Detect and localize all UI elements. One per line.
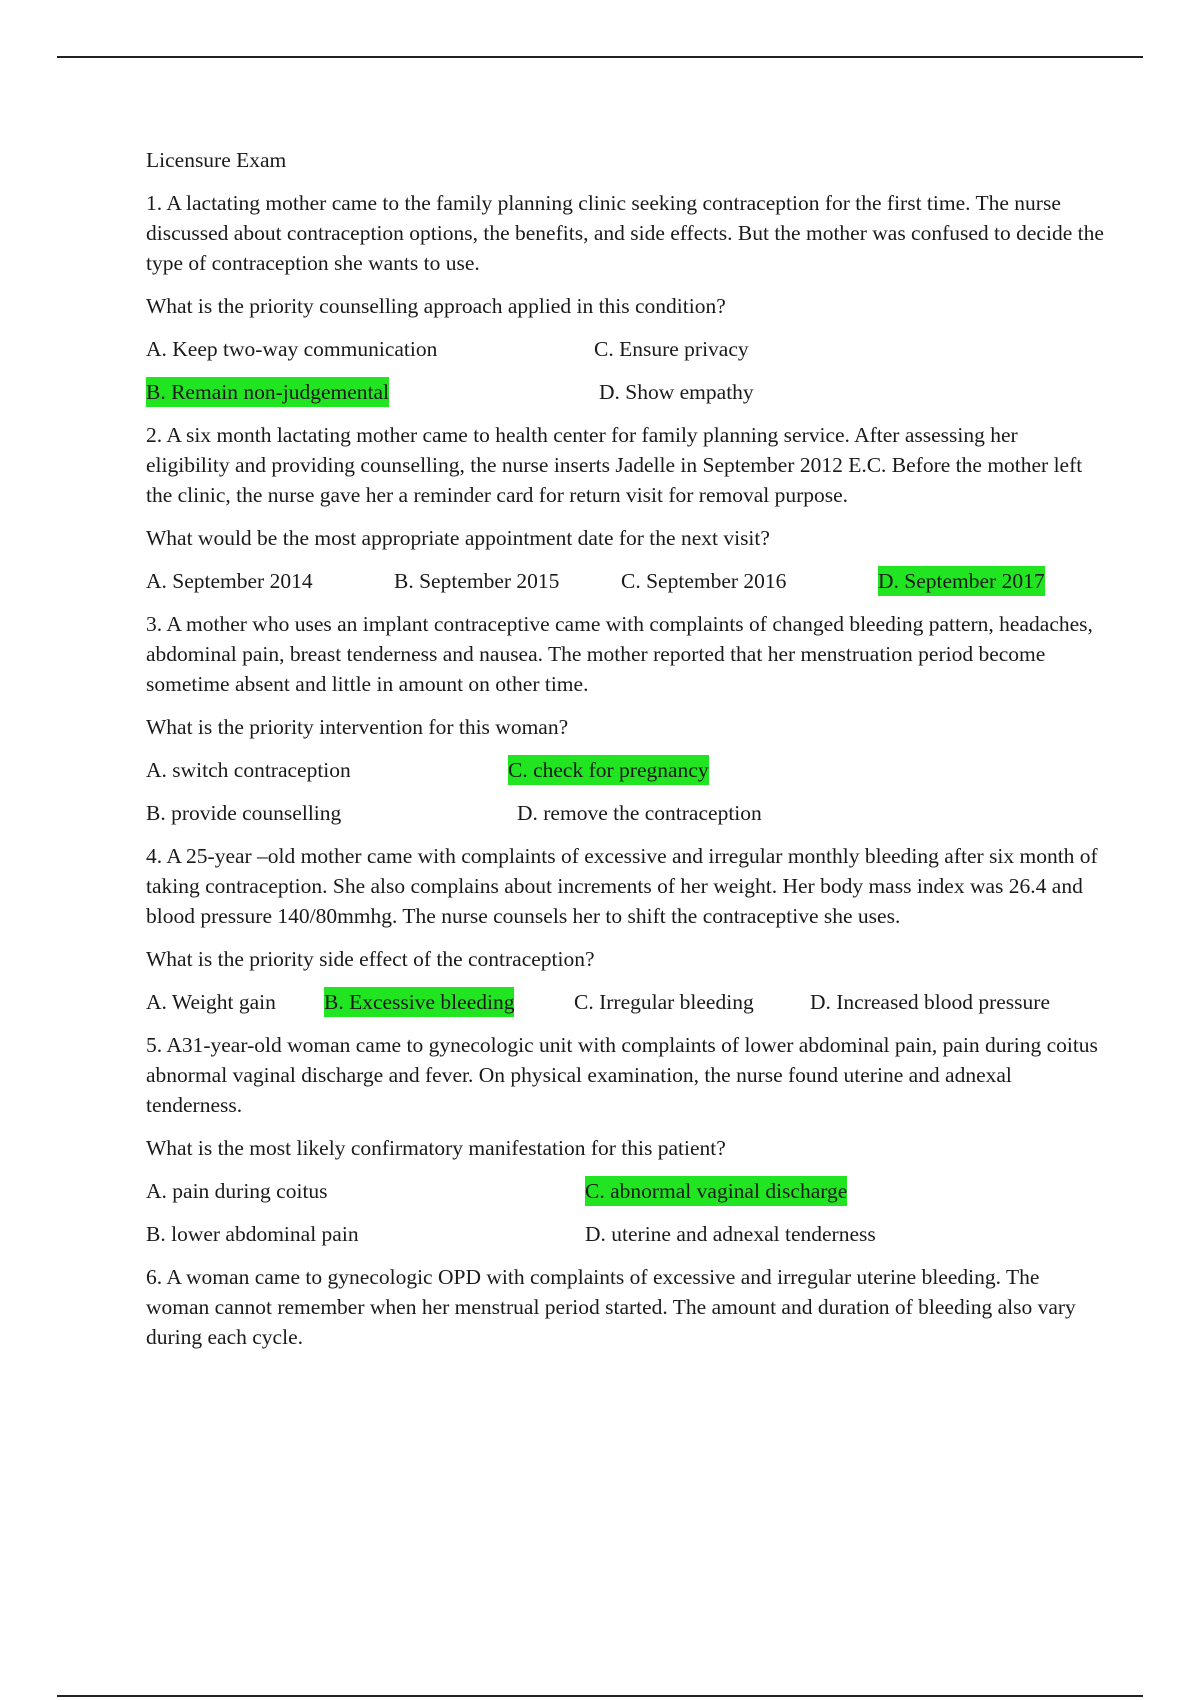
question-2-options-row [146,566,1106,596]
question-1-option-c[interactable]: C. Ensure privacy [594,337,749,361]
question-3-option-a[interactable]: A. switch contraception [146,758,351,782]
footer-rule [57,1695,1143,1697]
question-5-stem: 5. A31-year-old woman came to gynecologic unit with complaints of lower abdominal pain, pain during coitus abnormal vaginal discharge and fever. On physical examination, the nurse found uterine and adnexal tenderness. [146,1033,1098,1117]
question-6 [146,1262,1106,1352]
question-5-option-b[interactable]: B. lower abdominal pain [146,1222,359,1246]
question-4-prompt: What is the priority side effect of the contraception? [146,947,595,971]
question-6-stem: 6. A woman came to gynecologic OPD with complaints of excessive and irregular uterine bleeding. The woman cannot remember when her menstrual period started. The amount and duration of bleeding also vary during each cycle. [146,1265,1076,1349]
question-2-option-b[interactable]: B. September 2015 [394,569,560,593]
question-5 [146,1030,1106,1249]
question-4-options-row [146,987,1106,1017]
question-4 [146,841,1106,1017]
question-1-prompt: What is the priority counselling approach applied in this condition? [146,294,726,318]
exam-page-content [146,145,1106,1365]
header-rule [57,56,1143,58]
question-4-option-c[interactable]: C. Irregular bleeding [574,990,754,1014]
question-3-options-row-2 [146,798,1106,828]
question-5-option-a[interactable]: A. pain during coitus [146,1179,328,1203]
question-3-option-c-correct[interactable]: C. check for pregnancy [508,755,709,785]
question-3-option-b[interactable]: B. provide counselling [146,801,342,825]
question-2-option-a[interactable]: A. September 2014 [146,569,313,593]
question-1-options-row-2 [146,377,1106,407]
question-4-option-b-correct[interactable]: B. Excessive bleeding [324,987,514,1017]
question-3 [146,609,1106,828]
question-1-option-b-correct[interactable]: B. Remain non-judgemental [146,377,389,407]
question-3-prompt: What is the priority intervention for this woman? [146,715,569,739]
question-1-options-row-1 [146,334,1106,364]
question-1 [146,188,1106,407]
question-4-option-a[interactable]: A. Weight gain [146,990,276,1014]
question-2-option-d-correct[interactable]: D. September 2017 [878,566,1045,596]
question-5-options-row-2 [146,1219,1106,1249]
question-2 [146,420,1106,596]
question-5-prompt: What is the most likely confirmatory manifestation for this patient? [146,1136,726,1160]
question-5-options-row-1 [146,1176,1106,1206]
question-4-option-d[interactable]: D. Increased blood pressure [810,990,1050,1014]
question-5-option-c-correct[interactable]: C. abnormal vaginal discharge [585,1176,847,1206]
question-3-stem: 3. A mother who uses an implant contraceptive came with complaints of changed bleeding pattern, headaches, abdominal pain, breast tenderness and nausea. The mother reported that her menstruation period become sometime absent and little in amount on other time. [146,612,1093,696]
question-3-option-d[interactable]: D. remove the contraception [517,801,762,825]
question-1-stem: 1. A lactating mother came to the family planning clinic seeking contraception for the first time. The nurse discussed about contraception options, the benefits, and side effects. But the mother was confused to decide the type of contraception she wants to use. [146,191,1104,275]
question-5-option-d[interactable]: D. uterine and adnexal tenderness [585,1222,876,1246]
question-3-options-row-1 [146,755,1106,785]
question-1-option-d[interactable]: D. Show empathy [599,380,754,404]
question-2-prompt: What would be the most appropriate appointment date for the next visit? [146,526,770,550]
question-4-stem: 4. A 25-year –old mother came with complaints of excessive and irregular monthly bleeding after six month of taking contraception. She also complains about increments of her weight. Her body mass index was 26.4 and blood pressure 140/80mmhg. The nurse counsels her to shift the contraceptive she uses. [146,844,1098,928]
question-1-option-a[interactable]: A. Keep two-way communication [146,337,438,361]
question-2-stem: 2. A six month lactating mother came to health center for family planning service. After assessing her eligibility and providing counselling, the nurse inserts Jadelle in September 2012 E.C. Before the mother left the clinic, the nurse gave her a reminder card for return visit for removal purpose. [146,423,1083,507]
question-2-option-c[interactable]: C. September 2016 [621,569,787,593]
page-title: Licensure Exam [146,148,287,172]
